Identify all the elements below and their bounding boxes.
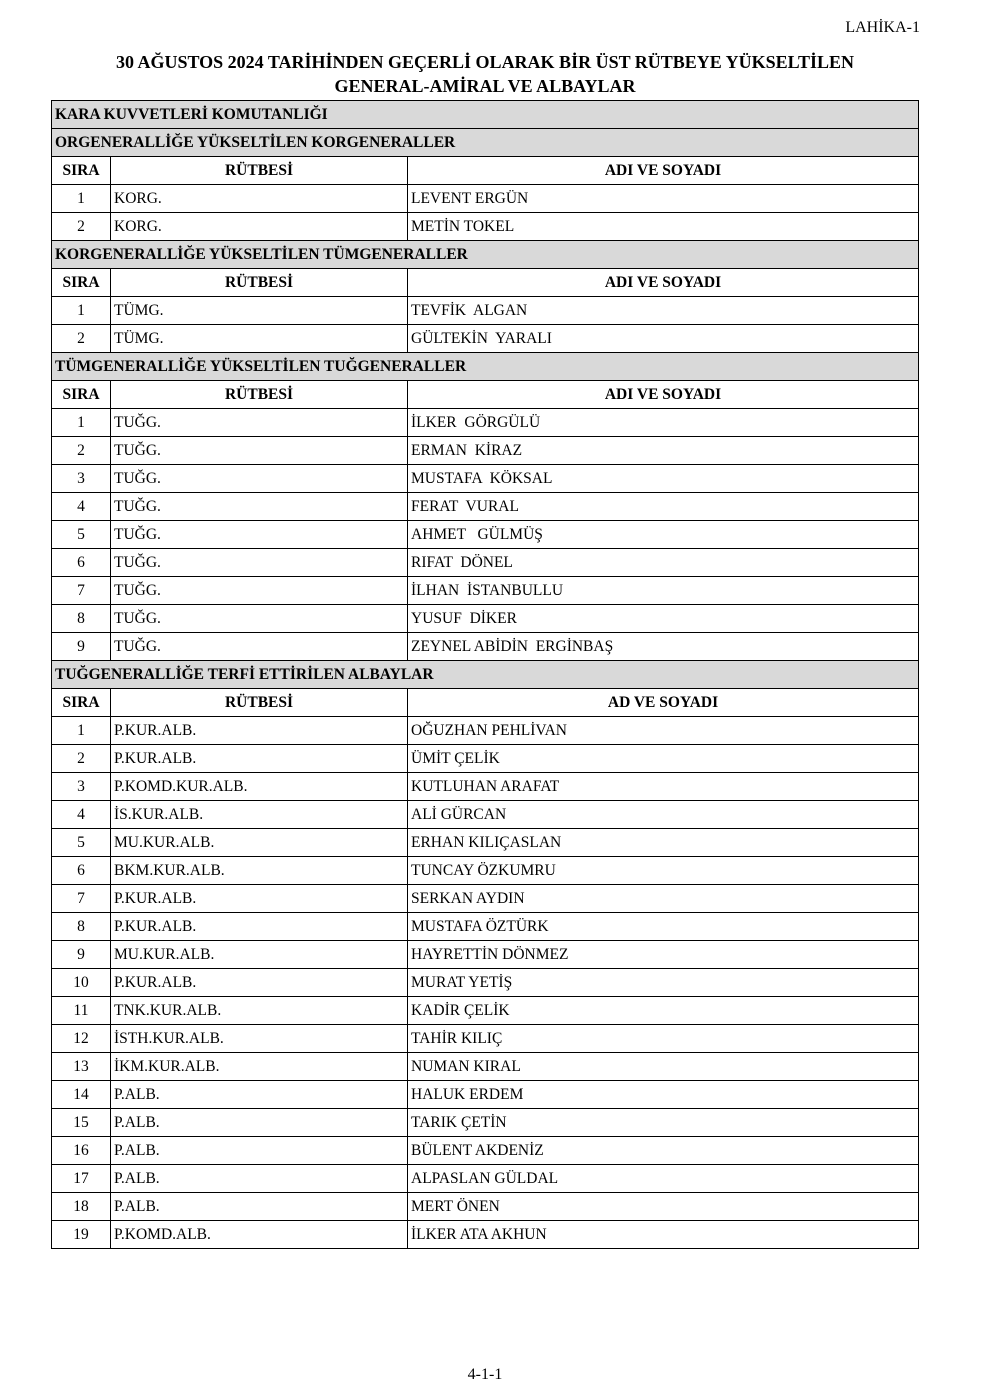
table-row [52, 969, 919, 997]
row-name: BÜLENT AKDENİZ [408, 1137, 919, 1165]
row-number: 3 [52, 773, 111, 801]
table-row [52, 577, 919, 605]
title-line-1: 30 AĞUSTOS 2024 TARİHİNDEN GEÇERLİ OLARAK BİR ÜST RÜTBEYE YÜKSELTİLEN [115, 52, 855, 72]
row-name: AHMET GÜLMÜŞ [408, 521, 919, 549]
row-number: 11 [52, 997, 111, 1025]
row-name: KUTLUHAN ARAFAT [408, 773, 919, 801]
column-header-row [52, 381, 919, 409]
row-name: TEVFİK ALGAN [408, 297, 919, 325]
table-row [52, 1109, 919, 1137]
row-name: ALİ GÜRCAN [408, 801, 919, 829]
row-rank: P.KUR.ALB. [111, 885, 408, 913]
row-number: 5 [52, 521, 111, 549]
column-header-row [52, 689, 919, 717]
table-row [52, 1193, 919, 1221]
column-header-rank: RÜTBESİ [111, 689, 408, 717]
section-heading: ORGENERALLİĞE YÜKSELTİLEN KORGENERALLER [52, 129, 919, 157]
table-row [52, 773, 919, 801]
row-rank: TUĞG. [111, 409, 408, 437]
table-row [52, 997, 919, 1025]
table-row [52, 633, 919, 661]
column-header-name: AD VE SOYADI [408, 689, 919, 717]
row-number: 14 [52, 1081, 111, 1109]
row-number: 7 [52, 885, 111, 913]
row-rank: TÜMG. [111, 325, 408, 353]
table-row [52, 1025, 919, 1053]
table-row [52, 549, 919, 577]
table-row [52, 1053, 919, 1081]
row-rank: P.ALB. [111, 1165, 408, 1193]
row-name: TAHİR KILIÇ [408, 1025, 919, 1053]
table-row [52, 1137, 919, 1165]
row-name: İLKER ATA AKHUN [408, 1221, 919, 1249]
column-header-name: ADI VE SOYADI [408, 157, 919, 185]
row-name: HALUK ERDEM [408, 1081, 919, 1109]
row-number: 4 [52, 493, 111, 521]
table-row [52, 829, 919, 857]
promotion-table-body [52, 101, 919, 1249]
row-name: ZEYNEL ABİDİN ERGİNBAŞ [408, 633, 919, 661]
row-name: GÜLTEKİN YARALI [408, 325, 919, 353]
row-rank: TUĞG. [111, 549, 408, 577]
row-number: 2 [52, 325, 111, 353]
title-line-2: GENERAL-AMİRAL VE ALBAYLAR [334, 76, 636, 96]
table-row [52, 941, 919, 969]
row-rank: P.KOMD.KUR.ALB. [111, 773, 408, 801]
table-row [52, 857, 919, 885]
row-rank: TNK.KUR.ALB. [111, 997, 408, 1025]
row-number: 18 [52, 1193, 111, 1221]
row-name: ERMAN KİRAZ [408, 437, 919, 465]
row-name: ALPASLAN GÜLDAL [408, 1165, 919, 1193]
table-row [52, 913, 919, 941]
row-name: ÜMİT ÇELİK [408, 745, 919, 773]
row-rank: TÜMG. [111, 297, 408, 325]
table-row [52, 213, 919, 241]
section-heading-row [52, 129, 919, 157]
row-rank: TUĞG. [111, 521, 408, 549]
row-name: NUMAN KIRAL [408, 1053, 919, 1081]
column-header-no: SIRA [52, 157, 111, 185]
row-name: İLHAN İSTANBULLU [408, 577, 919, 605]
row-rank: TUĞG. [111, 605, 408, 633]
column-header-no: SIRA [52, 381, 111, 409]
column-header-row [52, 157, 919, 185]
row-rank: İSTH.KUR.ALB. [111, 1025, 408, 1053]
row-number: 1 [52, 185, 111, 213]
command-name: KARA KUVVETLERİ KOMUTANLIĞI [52, 101, 919, 129]
table-row [52, 437, 919, 465]
table-row [52, 465, 919, 493]
table-row [52, 717, 919, 745]
row-rank: P.ALB. [111, 1081, 408, 1109]
row-number: 6 [52, 549, 111, 577]
section-heading: TUĞGENERALLİĞE TERFİ ETTİRİLEN ALBAYLAR [52, 661, 919, 689]
row-number: 8 [52, 913, 111, 941]
table-row [52, 297, 919, 325]
row-rank: BKM.KUR.ALB. [111, 857, 408, 885]
row-name: METİN TOKEL [408, 213, 919, 241]
row-rank: P.ALB. [111, 1193, 408, 1221]
row-name: LEVENT ERGÜN [408, 185, 919, 213]
row-rank: MU.KUR.ALB. [111, 829, 408, 857]
column-header-name: ADI VE SOYADI [408, 381, 919, 409]
row-rank: KORG. [111, 185, 408, 213]
column-header-no: SIRA [52, 689, 111, 717]
row-rank: P.ALB. [111, 1109, 408, 1137]
row-number: 17 [52, 1165, 111, 1193]
row-name: YUSUF DİKER [408, 605, 919, 633]
table-row [52, 885, 919, 913]
row-rank: TUĞG. [111, 577, 408, 605]
row-rank: TUĞG. [111, 633, 408, 661]
row-rank: MU.KUR.ALB. [111, 941, 408, 969]
row-number: 13 [52, 1053, 111, 1081]
table-row [52, 185, 919, 213]
row-number: 1 [52, 717, 111, 745]
row-number: 3 [52, 465, 111, 493]
table-row [52, 521, 919, 549]
row-name: KADİR ÇELİK [408, 997, 919, 1025]
row-name: OĞUZHAN PEHLİVAN [408, 717, 919, 745]
section-heading: KORGENERALLİĞE YÜKSELTİLEN TÜMGENERALLER [52, 241, 919, 269]
table-row [52, 1081, 919, 1109]
row-rank: İKM.KUR.ALB. [111, 1053, 408, 1081]
table-row [52, 605, 919, 633]
row-rank: P.KUR.ALB. [111, 969, 408, 997]
column-header-no: SIRA [52, 269, 111, 297]
row-name: TUNCAY ÖZKUMRU [408, 857, 919, 885]
row-number: 9 [52, 633, 111, 661]
row-number: 1 [52, 297, 111, 325]
row-rank: TUĞG. [111, 493, 408, 521]
section-heading-row [52, 241, 919, 269]
column-header-rank: RÜTBESİ [111, 381, 408, 409]
page-number: 4-1-1 [467, 1366, 503, 1383]
table-row [52, 493, 919, 521]
row-rank: İS.KUR.ALB. [111, 801, 408, 829]
row-name: MUSTAFA KÖKSAL [408, 465, 919, 493]
row-rank: KORG. [111, 213, 408, 241]
row-number: 10 [52, 969, 111, 997]
row-rank: P.ALB. [111, 1137, 408, 1165]
row-number: 12 [52, 1025, 111, 1053]
row-number: 1 [52, 409, 111, 437]
row-name: İLKER GÖRGÜLÜ [408, 409, 919, 437]
table-row [52, 1221, 919, 1249]
table-row [52, 745, 919, 773]
row-name: TARIK ÇETİN [408, 1109, 919, 1137]
row-number: 6 [52, 857, 111, 885]
command-row [52, 101, 919, 129]
row-number: 2 [52, 213, 111, 241]
row-name: MUSTAFA ÖZTÜRK [408, 913, 919, 941]
column-header-name: ADI VE SOYADI [408, 269, 919, 297]
table-row [52, 801, 919, 829]
row-rank: P.KUR.ALB. [111, 717, 408, 745]
row-number: 9 [52, 941, 111, 969]
document-title [0, 50, 970, 98]
row-number: 7 [52, 577, 111, 605]
row-number: 4 [52, 801, 111, 829]
row-name: MURAT YETİŞ [408, 969, 919, 997]
row-rank: TUĞG. [111, 437, 408, 465]
row-number: 15 [52, 1109, 111, 1137]
row-number: 19 [52, 1221, 111, 1249]
column-header-row [52, 269, 919, 297]
row-rank: P.KUR.ALB. [111, 913, 408, 941]
row-name: FERAT VURAL [408, 493, 919, 521]
table-row [52, 409, 919, 437]
section-heading-row [52, 661, 919, 689]
row-rank: TUĞG. [111, 465, 408, 493]
row-number: 8 [52, 605, 111, 633]
promotion-table [51, 100, 919, 1249]
column-header-rank: RÜTBESİ [111, 157, 408, 185]
annex-label: LAHİKA-1 [845, 19, 920, 36]
table-row [52, 325, 919, 353]
section-heading-row [52, 353, 919, 381]
row-name: HAYRETTİN DÖNMEZ [408, 941, 919, 969]
row-number: 5 [52, 829, 111, 857]
row-name: MERT ÖNEN [408, 1193, 919, 1221]
table-row [52, 1165, 919, 1193]
row-number: 2 [52, 437, 111, 465]
row-number: 2 [52, 745, 111, 773]
row-name: ERHAN KILIÇASLAN [408, 829, 919, 857]
row-rank: P.KUR.ALB. [111, 745, 408, 773]
column-header-rank: RÜTBESİ [111, 269, 408, 297]
row-number: 16 [52, 1137, 111, 1165]
section-heading: TÜMGENERALLİĞE YÜKSELTİLEN TUĞGENERALLER [52, 353, 919, 381]
row-rank: P.KOMD.ALB. [111, 1221, 408, 1249]
row-name: SERKAN AYDIN [408, 885, 919, 913]
row-name: RIFAT DÖNEL [408, 549, 919, 577]
